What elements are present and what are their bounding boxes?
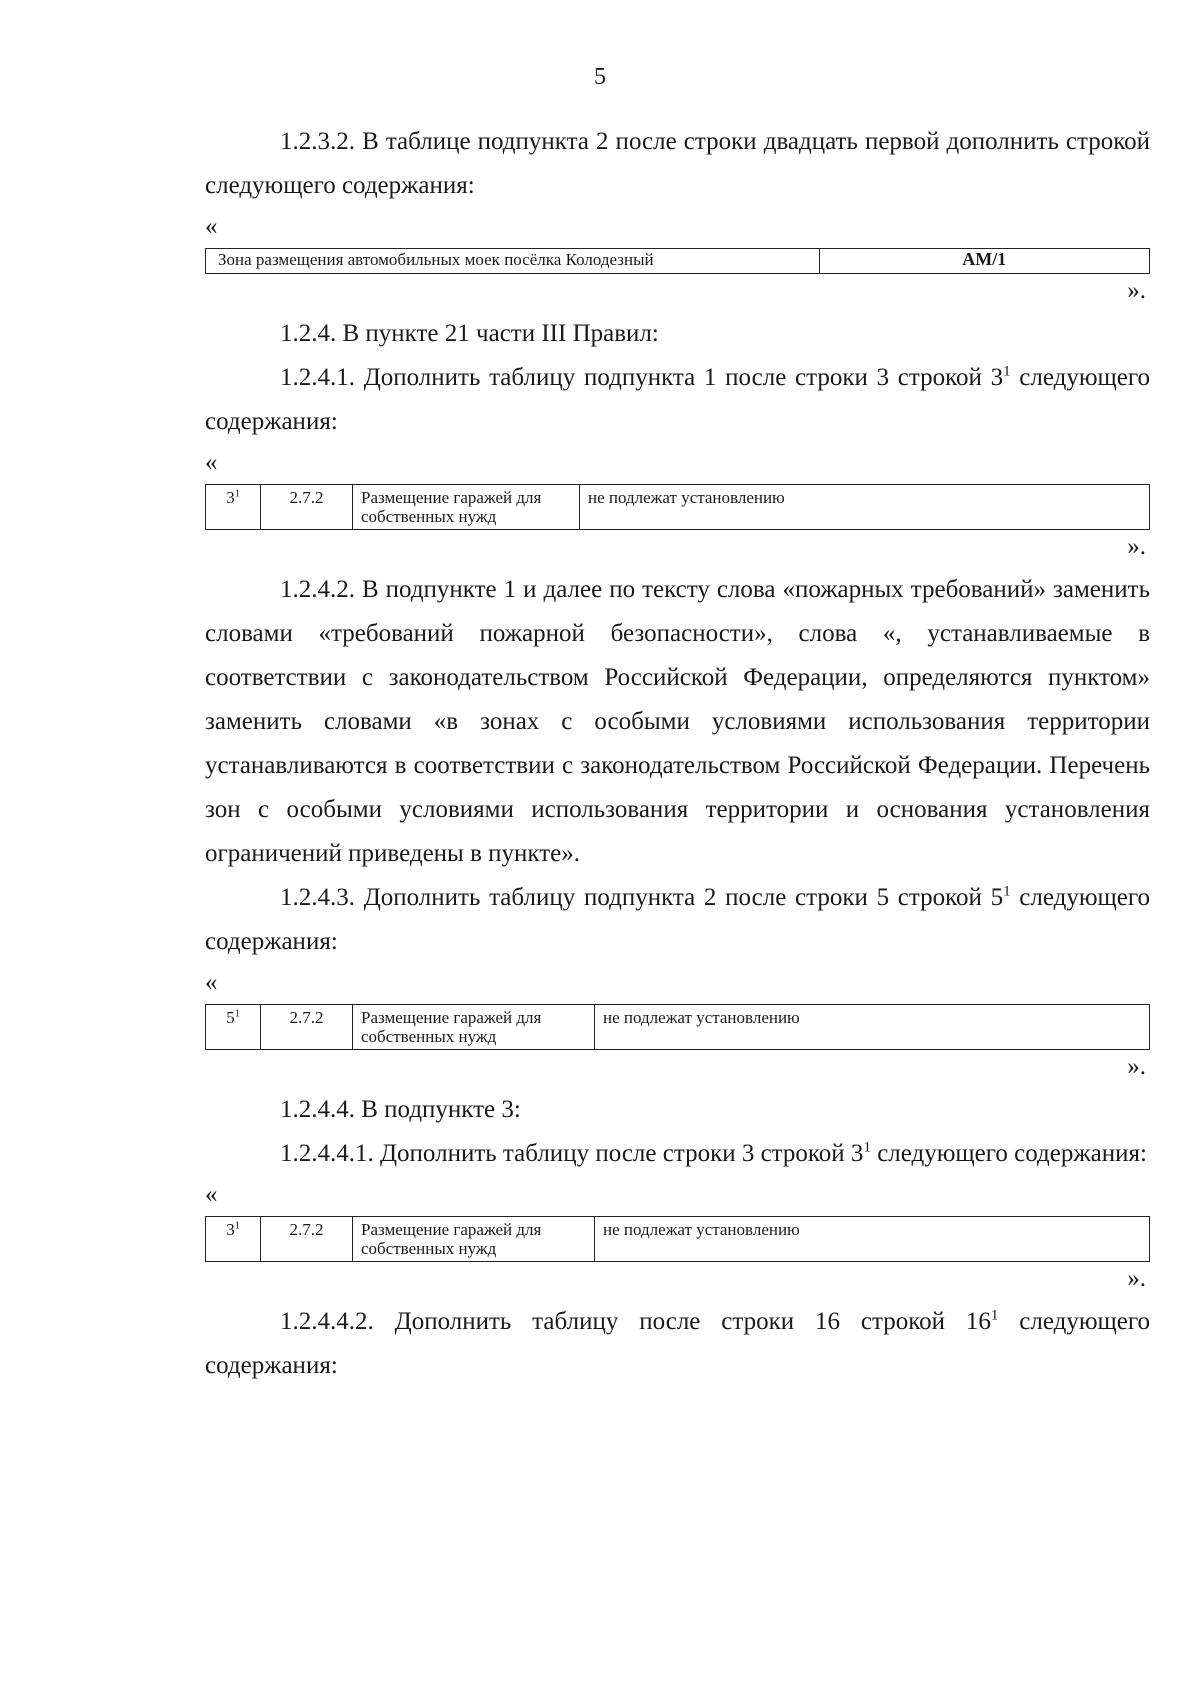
row-number-cell: $5^1$ (206, 1005, 261, 1050)
quote-close: ». (1127, 533, 1146, 560)
paragraph-text: следующего содержания: (870, 1140, 1147, 1167)
table-row (206, 485, 1150, 530)
value-cell: не подлежат установлению (595, 1217, 1150, 1262)
superscript: 1 (990, 1307, 999, 1324)
value-cell: не подлежат установлению (595, 1005, 1150, 1050)
insert-table-a (205, 484, 1150, 530)
paragraph-1-2-3-2: 1.2.3.2. В таблице подпункта 2 после строки двадцать первой дополнить строкой следующего содержания: (205, 128, 1150, 199)
paragraph-1-2-4-4-2 (205, 1300, 1150, 1388)
paragraph-1-2-4-4-1 (205, 1132, 1150, 1176)
name-cell: Размещение гаражей для собственных нужд (353, 1005, 595, 1050)
paragraph-1-2-4-1 (205, 356, 1150, 444)
superscript: 1 (863, 1139, 871, 1156)
row-number-cell: $3^1$ (206, 1217, 261, 1262)
quote-close: ». (1127, 277, 1146, 304)
insert-table-c (205, 1216, 1150, 1262)
paragraph-text: следующего содержания: (205, 364, 1151, 435)
paragraph-text: 1.2.4.3. Дополнить таблицу подпункта 2 после строки 5 строкой 5 (280, 884, 1004, 911)
document-body (205, 120, 1150, 1388)
superscript: 1 (1003, 883, 1011, 900)
quote-close: ». (1127, 1265, 1146, 1292)
paragraph-1-2-4-2: 1.2.4.2. В подпункте 1 и далее по тексту слова «пожарных требований» заменить словами «требований пожарной безопасности», слова «, устанавливаемые в соответствии с законодательством Российской Федерации, определяются пунктом» заменить словами «в зонах с особыми условиями использования территории устанавливаются в соответствии с законодательством Российской Федерации. Перечень зон с особыми условиями использования территории и основания установления ограничений приведены в пункте». (205, 576, 1150, 867)
zone-name-cell: Зона размещения автомобильных моек посёлка Колодезный (206, 249, 820, 274)
quote-close: ». (1127, 1053, 1146, 1080)
paragraph-1-2-4-4: 1.2.4.4. В подпункте 3: (280, 1096, 521, 1123)
row-number-cell: $3^1$ (206, 485, 261, 530)
name-cell: Размещение гаражей для собственных нужд (353, 485, 580, 530)
paragraph-text: 1.2.4.1. Дополнить таблицу подпункта 1 после строки 3 строкой 3 (280, 364, 1004, 391)
name-cell: Размещение гаражей для собственных нужд (353, 1217, 595, 1262)
superscript: 1 (1003, 363, 1011, 380)
zone-table (205, 248, 1150, 274)
value-cell: не подлежат установлению (580, 485, 1150, 530)
quote-open: « (205, 969, 218, 996)
code-cell: 2.7.2 (261, 1005, 353, 1050)
insert-table-b (205, 1004, 1150, 1050)
quote-open: « (205, 1181, 218, 1208)
paragraph-1-2-4-3 (205, 876, 1150, 964)
paragraph-1-2-4: 1.2.4. В пункте 21 части III Правил: (280, 320, 659, 347)
paragraph-text: следующего содержания: (205, 884, 1151, 955)
quote-open: « (205, 213, 218, 240)
paragraph-text: 1.2.4.4.2. Дополнить таблицу после строки 16 строкой 16 (280, 1308, 991, 1335)
page-number: 5 (594, 64, 606, 90)
zone-code-cell: АМ/1 (819, 249, 1149, 274)
code-cell: 2.7.2 (261, 1217, 353, 1262)
table-row (206, 1217, 1150, 1262)
paragraph-text: 1.2.4.4.1. Дополнить таблицу после строки 3 строкой 3 (280, 1140, 864, 1167)
table-row (206, 1005, 1150, 1050)
table-row (206, 249, 1150, 274)
paragraph-text: следующего содержания: (205, 1308, 1150, 1379)
quote-open: « (205, 449, 218, 476)
code-cell: 2.7.2 (261, 485, 353, 530)
